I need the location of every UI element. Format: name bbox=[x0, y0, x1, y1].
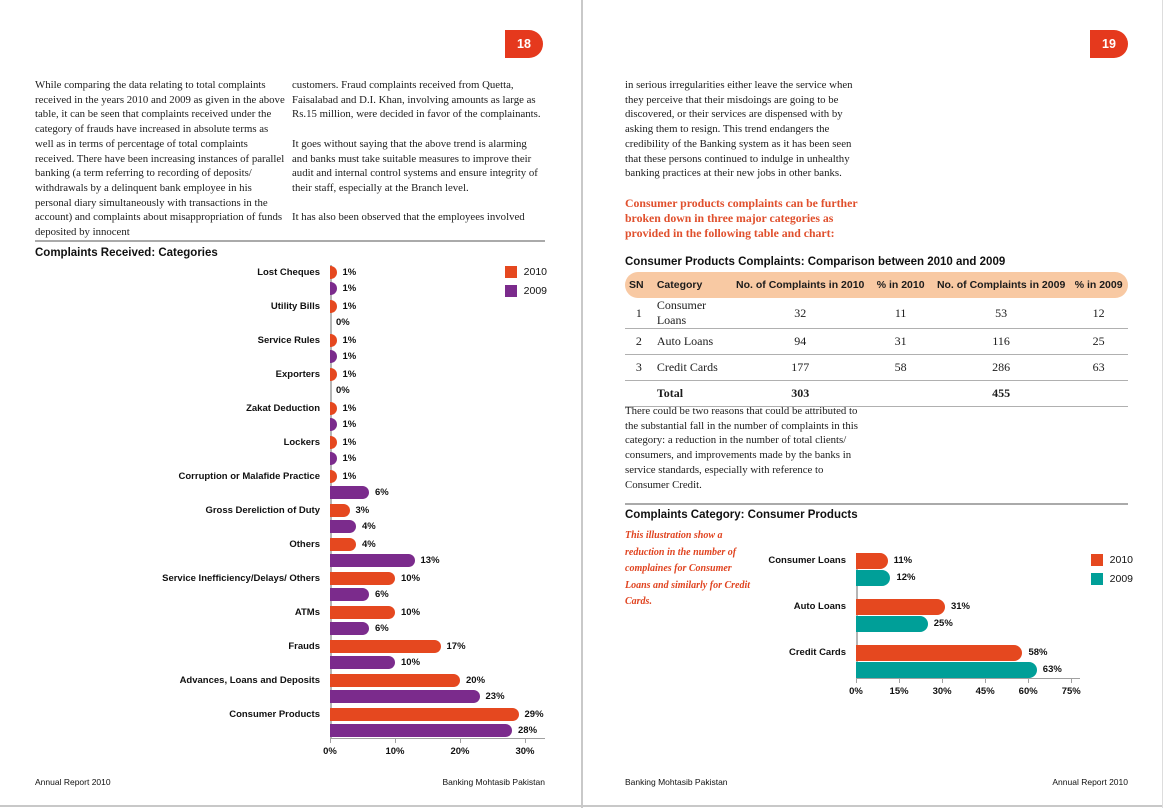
footer-report-title: Annual Report 2010 bbox=[35, 777, 111, 787]
bar-row bbox=[625, 552, 1133, 569]
x-axis-tick-label: 20% bbox=[450, 746, 470, 757]
legend-label: 2009 bbox=[523, 285, 547, 297]
category-label: Service Rules bbox=[257, 334, 320, 346]
value-label: 31% bbox=[950, 601, 970, 612]
footer-report-title: Annual Report 2010 bbox=[1052, 777, 1128, 787]
value-label: 3% bbox=[355, 504, 370, 516]
value-label: 1% bbox=[342, 452, 357, 464]
value-label: 1% bbox=[342, 436, 357, 448]
category-label: Consumer Loans bbox=[768, 555, 846, 566]
value-label: 6% bbox=[375, 486, 389, 498]
x-axis-tick-label: 30% bbox=[515, 746, 535, 757]
bar-2009 bbox=[330, 350, 337, 363]
value-label: 10% bbox=[401, 656, 421, 668]
value-label: 1% bbox=[342, 470, 357, 482]
x-axis-tick bbox=[1071, 679, 1072, 683]
table-cell: 25 bbox=[1069, 329, 1128, 355]
category-label: Frauds bbox=[288, 640, 320, 652]
value-label: 1% bbox=[342, 300, 357, 312]
value-label: 28% bbox=[518, 724, 538, 736]
table-cell: 177 bbox=[732, 355, 868, 381]
table-header-cell: No. of Complaints in 2009 bbox=[933, 272, 1069, 298]
value-label: 1% bbox=[342, 266, 357, 278]
chart-plot-area bbox=[35, 264, 547, 738]
bar-2009 bbox=[330, 282, 337, 295]
category-label: Auto Loans bbox=[793, 601, 846, 612]
bar-2009 bbox=[330, 622, 369, 635]
section-heading-complaints-categories: Complaints Received: Categories bbox=[35, 247, 218, 259]
table-cell bbox=[625, 381, 653, 407]
legend-item bbox=[1091, 554, 1133, 566]
page-gutter-divider bbox=[581, 0, 583, 808]
bar-row bbox=[35, 382, 547, 398]
page-number: 18 bbox=[517, 37, 531, 51]
bar-row bbox=[625, 569, 1133, 586]
bar-row bbox=[35, 264, 547, 280]
bar-2009 bbox=[856, 570, 890, 586]
table-header-cell: Category bbox=[653, 272, 732, 298]
table-cell: 58 bbox=[868, 355, 933, 381]
body-text-column-2 bbox=[292, 78, 544, 225]
bar-2010 bbox=[856, 553, 888, 569]
value-label: 20% bbox=[466, 674, 486, 686]
value-label: 4% bbox=[362, 520, 376, 532]
value-label: 29% bbox=[524, 708, 544, 720]
paragraph: While comparing the data relating to total complaints received in the years 2010 and 2009 as given in the above table, it can be seen that complaints received under the category of frauds have increased in absolute terms as well as in terms of percentage of total complaints received. There have been increasing instances of parallel banking (a term referring to recording of deposits/ withdrawals by a delinquent bank employee in his personal diary simultaneously with transactions in the account) and complaints about misappropriation of funds deposited by innocent bbox=[35, 79, 285, 239]
value-label: 58% bbox=[1028, 647, 1048, 658]
x-axis-tick-label: 75% bbox=[1061, 686, 1081, 697]
table-header-cell: % in 2010 bbox=[868, 272, 933, 298]
bar-group-spacer bbox=[625, 586, 1133, 598]
legend-item bbox=[505, 285, 547, 297]
page-number-badge bbox=[505, 30, 543, 58]
value-label: 63% bbox=[1042, 664, 1062, 675]
category-label: Utility Bills bbox=[270, 300, 320, 312]
complaints-categories-bar-chart bbox=[35, 264, 547, 761]
bar-2009 bbox=[330, 690, 480, 703]
table-cell: 32 bbox=[732, 298, 868, 329]
table-header-cell: SN bbox=[625, 272, 653, 298]
table-cell: 11 bbox=[868, 298, 933, 329]
page-bottom-edge bbox=[0, 805, 1163, 807]
bar-2010 bbox=[330, 674, 460, 687]
bar-group-spacer bbox=[625, 632, 1133, 644]
paragraph: It has also been observed that the employees involved bbox=[292, 211, 525, 224]
footer-org-name: Banking Mohtasib Pakistan bbox=[625, 777, 728, 787]
x-axis bbox=[323, 738, 545, 761]
bar-row bbox=[35, 706, 547, 722]
x-axis-tick-label: 0% bbox=[323, 746, 337, 757]
x-axis-tick-label: 15% bbox=[889, 686, 909, 697]
table-cell: Auto Loans bbox=[653, 329, 732, 355]
x-axis-tick bbox=[985, 679, 986, 683]
value-label: 1% bbox=[342, 418, 357, 430]
bar-2009 bbox=[330, 588, 369, 601]
bar-row bbox=[35, 586, 547, 602]
bar-row bbox=[35, 468, 547, 484]
bar-row bbox=[35, 620, 547, 636]
x-axis-tick bbox=[899, 679, 900, 683]
table-row bbox=[625, 329, 1128, 355]
value-label: 1% bbox=[342, 334, 357, 346]
table-cell: 455 bbox=[933, 381, 1069, 407]
bar-2010 bbox=[330, 708, 519, 721]
value-label: 23% bbox=[485, 690, 505, 702]
table-cell bbox=[868, 381, 933, 407]
bar-row bbox=[35, 536, 547, 552]
body-text-column-1 bbox=[35, 78, 285, 240]
bar-row bbox=[35, 604, 547, 620]
value-label: 6% bbox=[375, 588, 389, 600]
bar-2010 bbox=[330, 266, 337, 279]
body-text-column bbox=[625, 404, 865, 492]
table-cell: Total bbox=[653, 381, 732, 407]
bar-2010 bbox=[330, 606, 395, 619]
category-label: Advances, Loans and Deposits bbox=[179, 674, 320, 686]
value-label: 1% bbox=[342, 368, 357, 380]
legend-swatch-icon bbox=[505, 266, 517, 278]
chart-caption-note: This illustration show a reduction in the number of complaines for Consumer Loans and similarly for Credit Cards. bbox=[625, 530, 751, 607]
page-18 bbox=[0, 0, 581, 808]
bar-2010 bbox=[330, 572, 395, 585]
paragraph: It goes without saying that the above trend is alarming and banks must take suitable measures to improve their audit and internal control systems and ensure integrity of their staff, especially at the Branch level. bbox=[292, 137, 538, 194]
bar-2009 bbox=[856, 616, 928, 632]
bar-2010 bbox=[330, 368, 337, 381]
section-heading-consumer-products: Complaints Category: Consumer Products bbox=[625, 509, 858, 521]
table-cell: 286 bbox=[933, 355, 1069, 381]
x-axis-tick bbox=[856, 679, 857, 683]
table-total-row bbox=[625, 381, 1128, 407]
bar-2010 bbox=[330, 300, 337, 313]
bar-row bbox=[35, 434, 547, 450]
table-cell: 12 bbox=[1069, 298, 1128, 329]
category-label: Credit Cards bbox=[788, 647, 846, 658]
bar-2010 bbox=[330, 470, 337, 483]
table-header bbox=[625, 272, 1128, 298]
category-label: Lost Cheques bbox=[257, 266, 320, 278]
table-header-cell: No. of Complaints in 2010 bbox=[732, 272, 868, 298]
bar-row bbox=[35, 450, 547, 466]
legend-label: 2010 bbox=[1109, 554, 1133, 566]
x-axis-tick-label: 45% bbox=[975, 686, 995, 697]
value-label: 12% bbox=[896, 572, 916, 583]
bar-2010 bbox=[330, 436, 337, 449]
legend-swatch-icon bbox=[1091, 554, 1103, 566]
bar-2010 bbox=[330, 334, 337, 347]
table-cell: 53 bbox=[933, 298, 1069, 329]
legend-swatch-icon bbox=[505, 285, 517, 297]
table-cell: 1 bbox=[625, 298, 653, 329]
table-row bbox=[625, 298, 1128, 329]
legend-item bbox=[505, 266, 547, 278]
bar-2009 bbox=[330, 656, 395, 669]
value-label: 1% bbox=[342, 282, 357, 294]
bar-row bbox=[625, 644, 1133, 661]
bar-row bbox=[35, 280, 547, 296]
value-label: 0% bbox=[336, 316, 350, 328]
bar-row bbox=[35, 638, 547, 654]
bar-row bbox=[35, 654, 547, 670]
x-axis-tick bbox=[460, 739, 461, 743]
value-label: 1% bbox=[342, 350, 357, 362]
value-label: 4% bbox=[362, 538, 376, 550]
value-label: 0% bbox=[336, 384, 350, 396]
bar-row bbox=[35, 348, 547, 364]
category-label: Others bbox=[289, 538, 320, 550]
bar-2009 bbox=[330, 486, 369, 499]
table-header-cell: % in 2009 bbox=[1069, 272, 1128, 298]
bar-2009 bbox=[330, 452, 337, 465]
bar-2009 bbox=[330, 724, 512, 737]
consumer-products-bar-chart bbox=[625, 552, 1133, 701]
bar-2010 bbox=[856, 599, 945, 615]
bar-row bbox=[35, 502, 547, 518]
table-cell: 31 bbox=[868, 329, 933, 355]
value-label: 6% bbox=[375, 622, 389, 634]
bar-2009 bbox=[330, 554, 415, 567]
x-axis-tick bbox=[330, 739, 331, 743]
footer-org-name: Banking Mohtasib Pakistan bbox=[442, 777, 545, 787]
value-label: 10% bbox=[401, 606, 421, 618]
chart-legend bbox=[1091, 554, 1133, 585]
bar-row bbox=[35, 400, 547, 416]
x-axis-tick bbox=[942, 679, 943, 683]
bar-row bbox=[35, 552, 547, 568]
bar-row bbox=[35, 332, 547, 348]
bar-row bbox=[35, 518, 547, 534]
bar-2009 bbox=[856, 662, 1037, 678]
chart-plot-area bbox=[625, 552, 1133, 678]
value-label: 17% bbox=[446, 640, 466, 652]
bar-2010 bbox=[856, 645, 1022, 661]
bar-row bbox=[35, 688, 547, 704]
consumer-products-comparison-table bbox=[625, 272, 1128, 407]
table-row bbox=[625, 355, 1128, 381]
value-label: 1% bbox=[342, 402, 357, 414]
table-cell: 3 bbox=[625, 355, 653, 381]
paragraph: customers. Fraud complaints received from Quetta, Faisalabad and D.I. Khan, involving amounts as large as Rs.15 million, were decided in favor of the complainants. bbox=[292, 79, 541, 121]
bar-2010 bbox=[330, 402, 337, 415]
legend-label: 2010 bbox=[523, 266, 547, 278]
section-divider bbox=[625, 503, 1128, 505]
category-label: Lockers bbox=[283, 436, 320, 448]
bar-row bbox=[625, 661, 1133, 678]
page-number: 19 bbox=[1102, 37, 1116, 51]
value-label: 13% bbox=[420, 554, 440, 566]
bar-2010 bbox=[330, 504, 350, 517]
table-cell: Credit Cards bbox=[653, 355, 732, 381]
category-label: Service Inefficiency/Delays/ Others bbox=[162, 572, 320, 584]
value-label: 11% bbox=[893, 555, 913, 566]
body-text-column bbox=[625, 78, 865, 181]
x-axis-tick bbox=[1028, 679, 1029, 683]
category-label: Corruption or Malafide Practice bbox=[178, 470, 320, 482]
bar-2010 bbox=[330, 640, 441, 653]
legend-label: 2009 bbox=[1109, 573, 1133, 585]
bar-row bbox=[35, 722, 547, 738]
bar-row bbox=[35, 484, 547, 500]
bar-row bbox=[35, 366, 547, 382]
x-axis-tick-label: 10% bbox=[385, 746, 405, 757]
bar-row bbox=[625, 598, 1133, 615]
bar-row bbox=[35, 314, 547, 330]
category-label: ATMs bbox=[294, 606, 320, 618]
legend-swatch-icon bbox=[1091, 573, 1103, 585]
bar-row bbox=[35, 416, 547, 432]
table-cell: 63 bbox=[1069, 355, 1128, 381]
paragraph: There could be two reasons that could be attributed to the substantial fall in the number of complaints in this category: a reduction in the number of total clients/ consumers, and improvements made by the banks in service standards, especially with reference to Consumer Credit. bbox=[625, 405, 858, 491]
x-axis-tick bbox=[395, 739, 396, 743]
page-19 bbox=[583, 0, 1163, 808]
table-cell: 303 bbox=[732, 381, 868, 407]
bar-2009 bbox=[330, 418, 337, 431]
table-cell: 2 bbox=[625, 329, 653, 355]
highlight-paragraph: Consumer products complaints can be further broken down in three major categories as provided in the following table and chart: bbox=[625, 196, 858, 240]
bar-2009 bbox=[330, 520, 356, 533]
bar-2010 bbox=[330, 538, 356, 551]
x-axis-tick-label: 60% bbox=[1018, 686, 1038, 697]
x-axis-tick-label: 30% bbox=[932, 686, 952, 697]
table-title: Consumer Products Complaints: Comparison between 2010 and 2009 bbox=[625, 256, 1006, 268]
table-cell: 94 bbox=[732, 329, 868, 355]
category-label: Gross Dereliction of Duty bbox=[205, 504, 320, 516]
legend-item bbox=[1091, 573, 1133, 585]
category-label: Consumer Products bbox=[229, 708, 320, 720]
table-cell bbox=[1069, 381, 1128, 407]
value-label: 25% bbox=[933, 618, 953, 629]
value-label: 10% bbox=[401, 572, 421, 584]
bar-row bbox=[35, 298, 547, 314]
page-number-badge bbox=[1090, 30, 1128, 58]
x-axis-tick bbox=[525, 739, 526, 743]
category-label: Zakat Deduction bbox=[246, 402, 320, 414]
table-cell: Consumer Loans bbox=[653, 298, 732, 329]
x-axis-tick-label: 0% bbox=[849, 686, 863, 697]
bar-row bbox=[35, 570, 547, 586]
paragraph: in serious irregularities either leave the service when they perceive that their misdoings are going to be discovered, or their services are dispensed with by asking them to resign. This trend endangers the credibility of the Banking system as it has been seen that these persons continued to indulge in unhealthy banking practices at their new jobs in other banks. bbox=[625, 79, 853, 180]
bar-row bbox=[625, 615, 1133, 632]
category-label: Exporters bbox=[275, 368, 320, 380]
table-body bbox=[625, 298, 1128, 407]
table-cell: 116 bbox=[933, 329, 1069, 355]
section-divider bbox=[35, 240, 545, 242]
bar-row bbox=[35, 672, 547, 688]
x-axis bbox=[849, 678, 1081, 701]
chart-legend bbox=[505, 266, 547, 297]
